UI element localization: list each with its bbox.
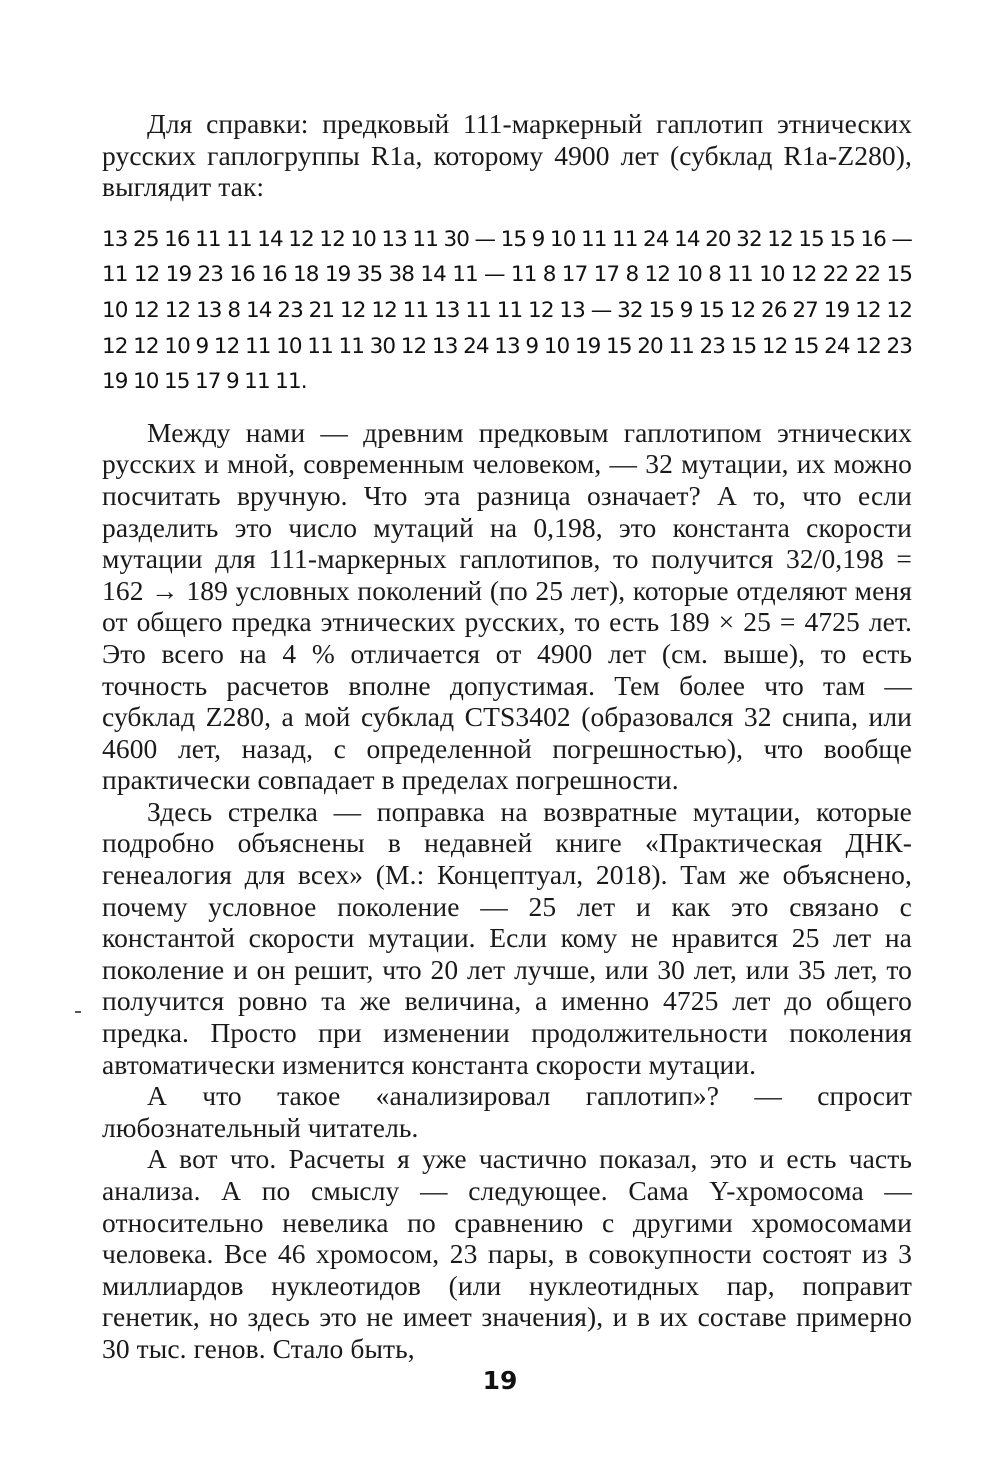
paragraph-reader-question: А что такое «анализировал гаплотип»? — спросит любознательный читатель. [102, 1080, 912, 1143]
paragraph-analysis: А вот что. Расчеты я уже частично показал, это и есть часть анализа. А по смыслу — следующее. Сама Y-хромосома — относительно невелика по сравнению с другими хромосомами человека. Все 46 хромосом, 23 пары, в совокупности состоят из 3 миллиардов нуклеотидов (или нуклеотидных пар, поправит генетик, но здесь это не имеет значения), и в их составе примерно 30 тыс. генов. Стало быть, [102, 1143, 912, 1364]
margin-mark [75, 1011, 81, 1013]
paragraph-reference-note: Для справки: предковый 111-маркерный гаплотип этнических русских гаплогруппы R1a, которому 4900 лет (субклад R1a-Z280), выглядит так: [102, 108, 912, 203]
haplotype-sequence: 13 25 16 11 11 14 12 12 10 13 11 30 — 15 9 10 11 11 24 14 20 32 12 15 15 16 — 11 12 19 23 16 16 18 19 35 38 14 11 — 11 8 17 17 8 12 10 8 11 10 12 22 22 15 10 12 12 13 8 14 23 21 12 12 11 13 11 11 12 13 — 32 15 9 15 12 26 27 19 12 12 12 12 10 9 12 11 10 11 11 30 12 13 24 13 9 10 19 15 20 11 23 15 12 15 24 12 23 19 10 15 17 9 11 11. [102, 226, 912, 395]
paragraph-mutation-count: Между нами — древним предковым гаплотипом этнических русских и мной, современным человеком, — 32 мутации, их можно посчитать вручную. Что эта разница означает? А то, что если разделить это число мутаций на 0,198, это константа скорости мутации для 111-маркерных гаплотипов, то получится 32/0,198 = 162 → 189 условных поколений (по 25 лет), которые отделяют меня от общего предка этнических русских, то есть 189 × 25 = 4725 лет. Это всего на 4 % отличается от 4900 лет (см. выше), то есть точность расчетов вполне допустимая. Тем более что там — субклад Z280, а мой субклад CTS3402 (образовался 32 снипа, или 4600 лет, назад, с определенной погрешностью), что вообще практически совпадает в пределах погрешности. [102, 416, 912, 796]
page-number: 19 [482, 1366, 518, 1395]
paragraph-arrow-explanation: Здесь стрелка — поправка на возвратные мутации, которые подробно объяснены в недавней книге «Практическая ДНК-генеалогия для всех» (М.: Концептуал, 2018). Там же объяснено, почему условное поколение — 25 лет и как это связано с константой скорости мутации. Если кому не нравится 25 лет на поколение и он решит, что 20 лет лучше, или 30 лет, или 35 лет, то получится ровно та же величина, а именно 4725 лет до общего предка. Просто при изменении продолжительности поколения автоматически изменится константа скорости мутации. [102, 795, 912, 1080]
page-body [102, 108, 912, 1365]
